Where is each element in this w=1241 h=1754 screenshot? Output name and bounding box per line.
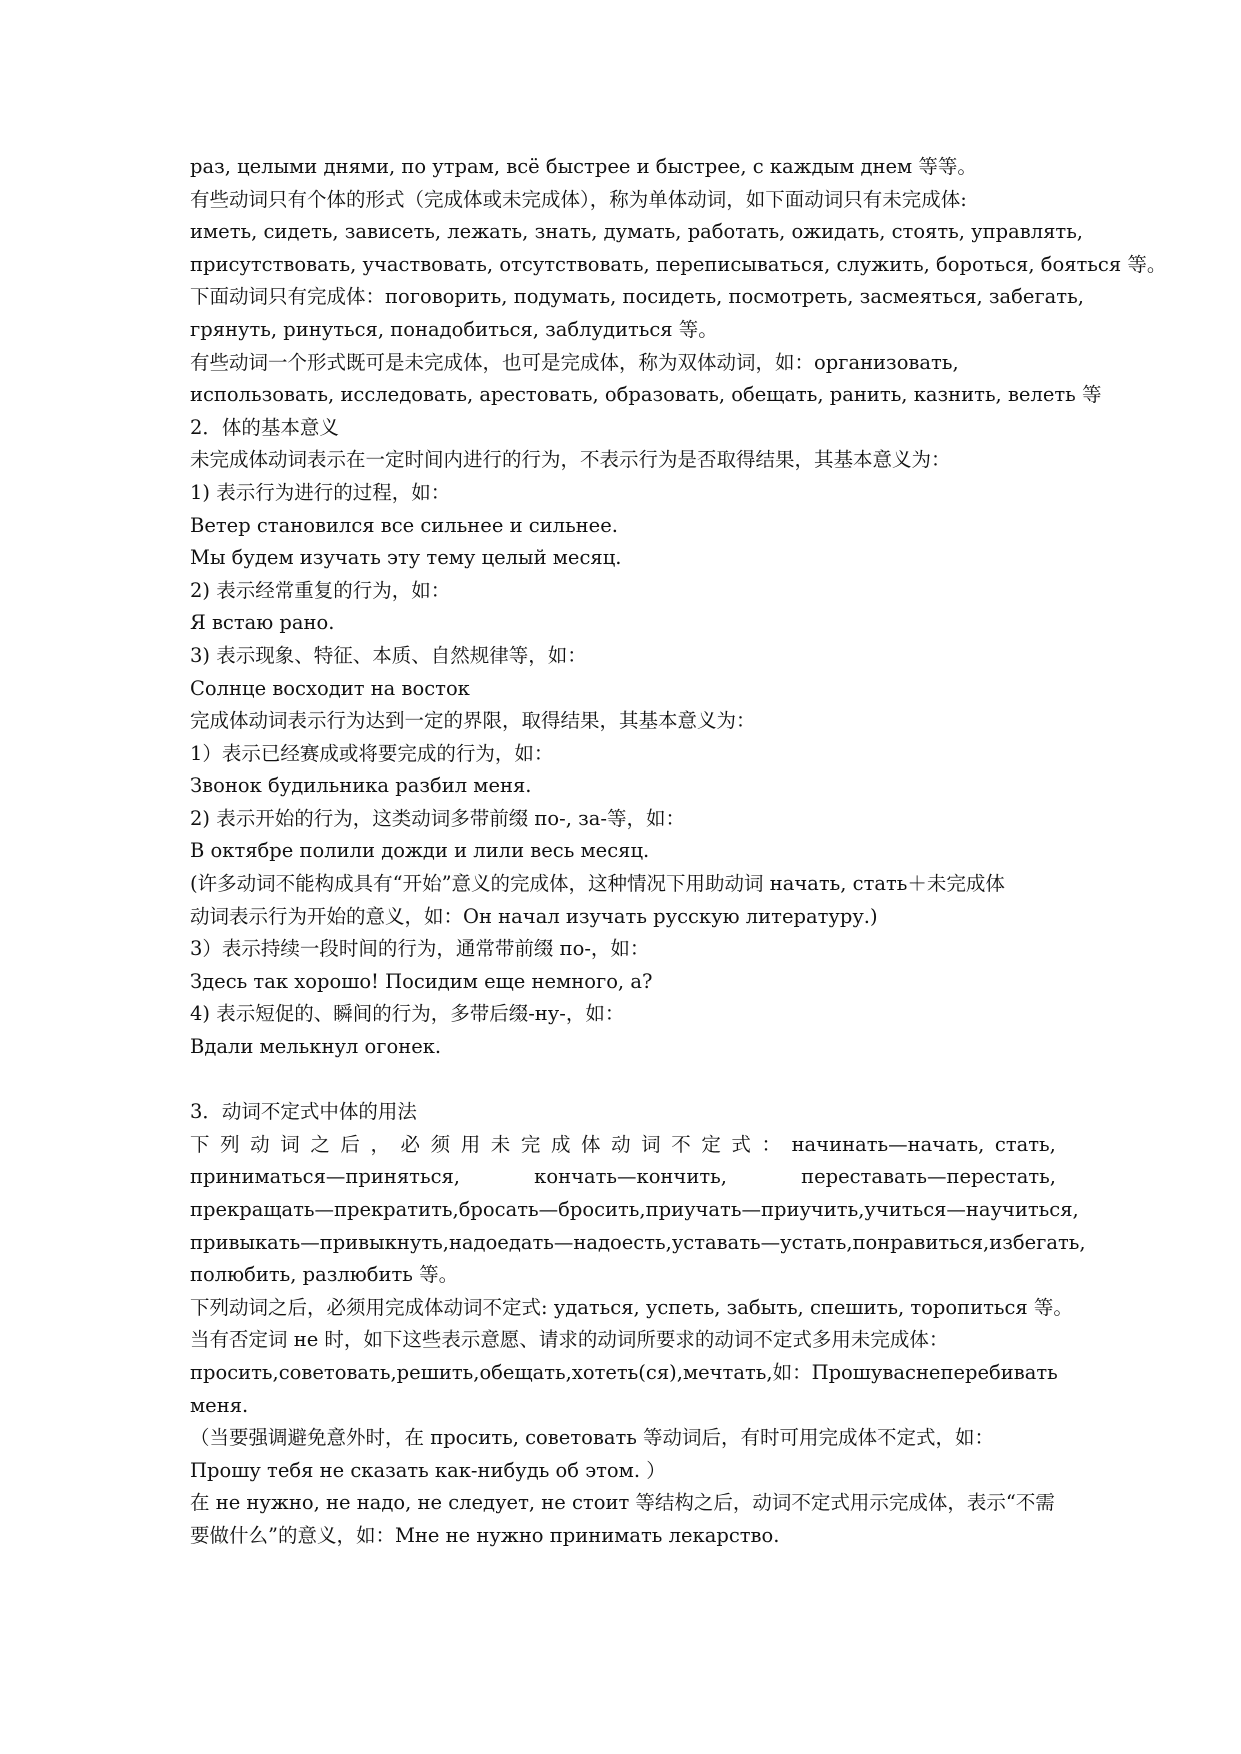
example-sentence: Звонок будильника разбил меня. (190, 774, 532, 798)
text-token: 完 (520, 1132, 541, 1156)
list-item: 3）表示持续一段时间的行为，通常带前缀 по-，如： (190, 937, 650, 961)
list-item: 1）表示已经赛成或将要完成的行为，如： (190, 741, 554, 765)
text-token: 下 (190, 1132, 210, 1156)
blank-line (190, 1064, 1056, 1097)
text-line: 动词表示行为开始的意义，如：Он начал изучать русскую литературу.) (190, 904, 878, 928)
text-token: не (915, 1360, 941, 1384)
text-token: учиться—научиться, (864, 1198, 1079, 1221)
text-token: начинать—начать, (791, 1132, 985, 1156)
text-token: 动 (250, 1132, 270, 1156)
justified-line (190, 1194, 1079, 1227)
text-token: бросать—бросить, (458, 1198, 646, 1221)
text-token: 定 (701, 1132, 721, 1156)
text-token: уставать—устать, (671, 1230, 853, 1254)
text-line: 当有否定词 не 时，如下这些表示意愿、请求的动词所要求的动词不定式多用未完成体： (190, 1328, 949, 1352)
text-token: 列 (220, 1132, 240, 1156)
section-heading: 3．动词不定式中体的用法 (190, 1100, 417, 1124)
justified-line (190, 1161, 1056, 1194)
text-token: стать, (994, 1132, 1056, 1156)
text-line: раз, целыми днями, по утрам, всё быстрее и быстрее, с каждым днем 等等。 (190, 155, 977, 178)
text-token: 不 (671, 1132, 691, 1156)
text-line: 有些动词一个形式既可是未完成体，也可是完成体，称为双体动词，如：организовать, (190, 350, 959, 374)
example-sentence: В октябре полили дожди и лили весь месяц. (190, 839, 650, 863)
text-token: вас (882, 1360, 916, 1384)
list-item: 2) 表示开始的行为，这类动词多带前缀 по-, за-等，如： (190, 806, 685, 830)
example-sentence: Я встаю рано. (190, 611, 335, 635)
text-token: 成 (550, 1132, 571, 1156)
text-token: 须 (430, 1132, 451, 1156)
text-token: мечтать, (682, 1360, 773, 1384)
list-item: 4) 表示短促的、瞬间的行为，多带后缀-ну-，如： (190, 1002, 625, 1026)
text-line: присутствовать, участвовать, отсутствовать, переписываться, служить, бороться, бояться 等。 (190, 252, 1167, 276)
text-token: решить, (396, 1360, 480, 1384)
justified-line (190, 1129, 1056, 1162)
text-line: использовать, исследовать, арестовать, образовать, обещать, ранить, казнить, велеть 等 (190, 383, 1102, 407)
text-token: 体 (581, 1132, 601, 1156)
text-line: 下面动词只有完成体：поговорить, подумать, посидеть, посмотреть, засмеяться, забегать, (190, 285, 1084, 309)
text-token: 词 (280, 1132, 300, 1156)
text-token: 词 (641, 1132, 661, 1156)
text-token: переставать—перестать, (801, 1165, 1056, 1189)
text-token: хотеть(ся), (571, 1360, 683, 1384)
text-token: кончать—кончить, (534, 1165, 727, 1189)
example-sentence: Вдали мелькнул огонек. (190, 1035, 442, 1059)
text-token: понравиться, (852, 1230, 990, 1254)
text-token: ： (761, 1132, 781, 1156)
text-token: 动 (611, 1132, 631, 1156)
text-token: приниматься—приняться, (190, 1165, 460, 1189)
example-sentence: Солнце восходит на восток (190, 676, 470, 700)
example-sentence: Мы будем изучать эту тему целый месяц. (190, 546, 622, 570)
text-token: 未 (490, 1132, 511, 1156)
text-line: 下列动词之后，必须用完成体动词不定式: удаться, успеть, забыть, спешить, торопиться 等。 (190, 1295, 1073, 1319)
text-token: ， (370, 1132, 390, 1156)
text-token: 如：Прошу (772, 1360, 883, 1384)
justified-line (190, 1227, 1086, 1260)
text-line: 完成体动词表示行为达到一定的界限，取得结果，其基本意义为： (190, 709, 756, 733)
text-token: 式 (731, 1132, 751, 1156)
text-token: прекращать—прекратить, (190, 1198, 459, 1221)
text-token: 之 (310, 1132, 330, 1156)
text-line: полюбить, разлюбить 等。 (190, 1263, 459, 1287)
example-sentence: Ветер становился все сильнее и сильнее. (190, 513, 618, 537)
text-token: перебивать (940, 1360, 1058, 1384)
document-body (190, 151, 1167, 1553)
text-token: избегать, (989, 1230, 1086, 1254)
text-token: 后 (340, 1132, 360, 1156)
text-line: меня. (190, 1393, 249, 1417)
text-line: 要做什么”的意义，如：Мне не нужно принимать лекарство. (190, 1523, 780, 1547)
text-line: 有些动词只有个体的形式（完成体或未完成体），称为单体动词，如下面动词只有未完成体: (190, 187, 967, 211)
section-heading: 2．体的基本意义 (190, 415, 339, 439)
text-token: надоедать—надоесть, (448, 1230, 672, 1254)
text-token: привыкать—привыкнуть, (190, 1230, 449, 1254)
text-token: приучать—приучить, (645, 1198, 865, 1221)
list-item: 2) 表示经常重复的行为，如： (190, 578, 451, 602)
example-sentence: Прошу тебя не сказать как-нибудь об этом. ） (190, 1458, 666, 1482)
text-token: 用 (460, 1132, 481, 1156)
text-line: (许多动词不能构成具有“开始”意义的完成体，这种情况下用助动词 начать, стать＋未完成体 (190, 872, 1005, 896)
text-line: （当要强调避免意外时，在 просить, советовать 等动词后，有时可用完成体不定式，如： (190, 1426, 995, 1450)
text-line: грянуть, ринуться, понадобиться, заблудиться 等。 (190, 317, 718, 341)
text-line: 在 не нужно, не надо, не следует, не стоит 等结构之后，动词不定式用示完成体，表示“不需 (190, 1491, 1055, 1515)
text-token: 必 (400, 1132, 421, 1156)
list-item: 3) 表示现象、特征、本质、自然规律等，如： (190, 643, 587, 667)
list-item: 1) 表示行为进行的过程，如： (190, 480, 451, 504)
text-token: просить, (190, 1360, 279, 1384)
text-line: иметь, сидеть, зависеть, лежать, знать, думать, работать, ожидать, стоять, управлять, (190, 220, 1084, 244)
text-line: 未完成体动词表示在一定时间内进行的行为，不表示行为是否取得结果，其基本意义为： (190, 448, 951, 472)
example-sentence: Здесь так хорошо! Посидим еще немного, а? (190, 969, 653, 993)
justified-line (190, 1357, 1056, 1390)
text-token: обещать, (479, 1360, 572, 1384)
text-token: советовать, (278, 1360, 397, 1384)
